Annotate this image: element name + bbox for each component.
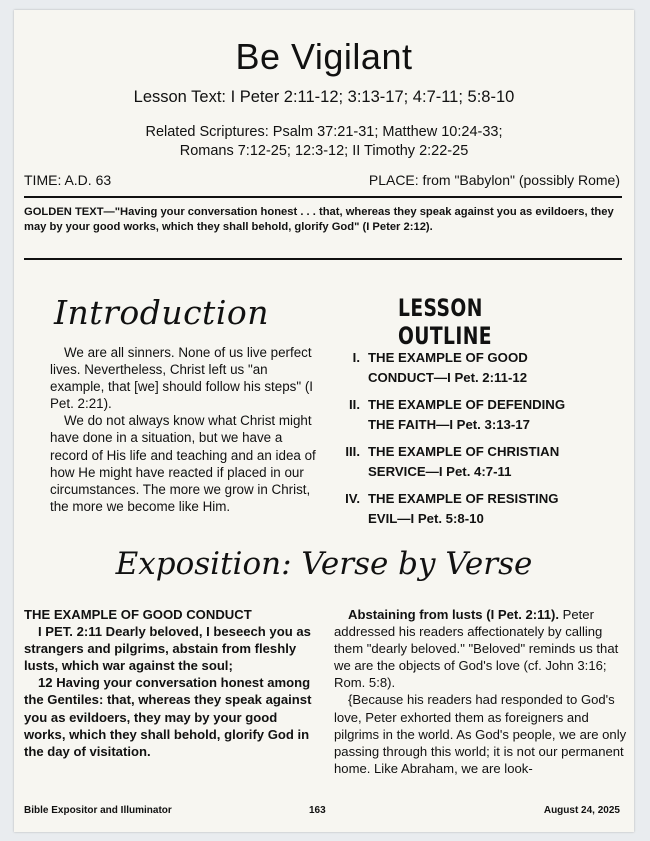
top-divider (24, 196, 622, 198)
introduction-heading: Introduction (54, 293, 269, 332)
lesson-outline-heading: LESSON OUTLINE (398, 294, 492, 350)
outline-item-number: II. (349, 397, 360, 412)
commentary-paragraph-1 (334, 606, 628, 691)
outline-item-line-2: CONDUCT—I Pet. 2:11-12 (368, 370, 528, 385)
outline-item (334, 395, 624, 435)
commentary-paragraph-2: {Because his readers had responded to God's love, Peter exhorted them as foreigners and pilgrims in the world. As God's people, we are only passing through this world; it is not our permanent home. Like Abraham, we are look- (334, 692, 627, 776)
related-scriptures-line-1: Related Scriptures: Psalm 37:21-31; Matthew 10:24-33; (145, 124, 503, 140)
lesson-outline-list (334, 348, 624, 536)
outline-item-line-2: EVIL—I Pet. 5:8-10 (368, 511, 484, 526)
footer-page-number: 163 (309, 805, 326, 816)
outline-item-number: IV. (345, 491, 360, 506)
exposition-subheading: THE EXAMPLE OF GOOD CONDUCT (24, 607, 252, 622)
outline-item-line-1: THE EXAMPLE OF RESISTING (368, 491, 559, 506)
scripture-verse-12: 12 Having your conversation honest among the Gentiles: that, whereas they speak against you as evildoers, they may by your good works, which they shall behold, glorify God in the day of visitation. (24, 675, 312, 759)
lesson-time: TIME: A.D. 63 (24, 172, 112, 188)
golden-text: GOLDEN TEXT—"Having your conversation honest . . . that, whereas they speak against you as evildoers, they may by your good works, which they shall behold, glorify God" (I Peter 2:12). (24, 206, 614, 233)
related-scriptures (14, 123, 634, 161)
commentary-text-1: Peter addressed his readers affectionately by calling them "dearly beloved." "Beloved" reminds us that we are the objects of God's love (cf. John 3:16; Rom. 5:8). (334, 607, 619, 691)
outline-item-line-1: THE EXAMPLE OF CHRISTIAN (368, 444, 560, 459)
introduction-paragraph-2: We do not always know what Christ might have done in a situation, but we have a record of His life and teaching and an idea of how He might have reacted if placed in our circumstances. The more we grow in Christ, the more we become like Him. (50, 413, 316, 514)
lesson-place: PLACE: from "Babylon" (possibly Rome) (368, 172, 620, 188)
outline-item-line-2: THE FAITH—I Pet. 3:13-17 (368, 417, 530, 432)
introduction-body (50, 344, 322, 515)
outline-item-number: I. (352, 350, 360, 365)
footer-date: August 24, 2025 (543, 805, 620, 816)
lesson-text-reference: Lesson Text: I Peter 2:11-12; 3:13-17; 4:7-11; 5:8-10 (133, 88, 515, 106)
introduction-paragraph-1: We are all sinners. None of us live perfect lives. Nevertheless, Christ left us "an example, that [we] should follow his steps" (I Pet. 2:21). (50, 345, 314, 412)
exposition-heading: Exposition: Verse by Verse (115, 546, 533, 582)
outline-item-number: III. (345, 444, 360, 459)
outline-item-line-1: THE EXAMPLE OF DEFENDING (368, 397, 566, 412)
exposition-right-column (334, 606, 628, 777)
golden-text-divider (24, 258, 622, 260)
outline-item (334, 348, 624, 388)
outline-item-line-2: SERVICE—I Pet. 4:7-11 (368, 464, 512, 479)
outline-item-line-1: THE EXAMPLE OF GOOD (368, 350, 528, 365)
outline-item (334, 442, 624, 482)
lesson-title: Be Vigilant (235, 36, 413, 77)
exposition-left-column (24, 606, 322, 760)
commentary-lead: Abstaining from lusts (I Pet. 2:11). (348, 607, 559, 622)
scripture-verse-11: I PET. 2:11 Dearly beloved, I beseech you as strangers and pilgrims, abstain from fleshly lusts, which war against the soul; (24, 624, 311, 674)
footer-publication: Bible Expositor and Illuminator (24, 805, 172, 816)
related-scriptures-line-2: Romans 7:12-25; 12:3-12; II Timothy 2:22-25 (179, 143, 469, 159)
document-page (14, 10, 634, 832)
outline-item (334, 489, 624, 529)
